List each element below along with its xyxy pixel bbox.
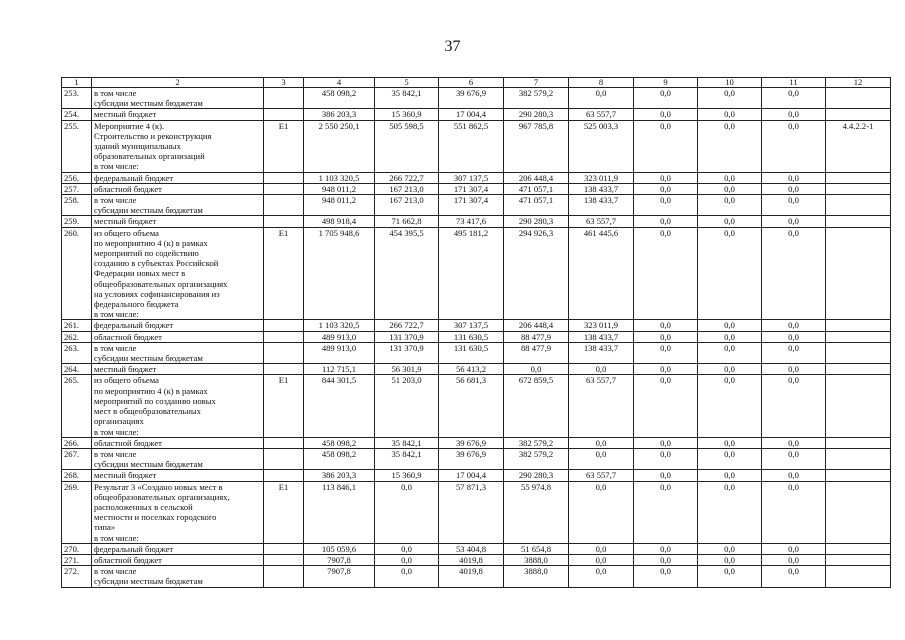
source-code [264, 331, 304, 342]
year-value: 0,0 [762, 364, 826, 375]
year-value: 0,0 [569, 448, 634, 469]
row-description: в том числе субсидии местным бюджетам [92, 88, 264, 109]
year-value: 131 370,9 [375, 331, 439, 342]
year-value: 57 871,3 [439, 481, 504, 543]
total-value: 386 203,3 [304, 470, 375, 481]
year-value: 0,0 [762, 227, 826, 320]
year-value: 71 662,8 [375, 216, 439, 227]
year-value: 15 360,9 [375, 470, 439, 481]
year-value: 0,0 [698, 437, 762, 448]
row-description: федеральный бюджет [92, 543, 264, 554]
indicator-code [826, 566, 891, 587]
row-number: 256. [62, 172, 92, 183]
indicator-code [826, 375, 891, 437]
table-body [62, 88, 891, 588]
row-number: 255. [62, 120, 92, 172]
source-code [264, 448, 304, 469]
year-value: 0,0 [762, 120, 826, 172]
year-value: 35 842,1 [375, 448, 439, 469]
budget-table [61, 77, 891, 588]
indicator-code [826, 364, 891, 375]
year-value: 0,0 [634, 554, 698, 565]
year-value: 138 433,7 [569, 331, 634, 342]
year-value: 63 557,7 [569, 109, 634, 120]
year-value: 0,0 [634, 320, 698, 331]
year-value: 131 370,9 [375, 342, 439, 363]
year-value: 0,0 [762, 470, 826, 481]
source-code [264, 172, 304, 183]
year-value: 0,0 [634, 331, 698, 342]
table-row [62, 331, 891, 342]
row-number: 269. [62, 481, 92, 543]
indicator-code: 4.4.2.2-1 [826, 120, 891, 172]
year-value: 0,0 [698, 342, 762, 363]
year-value: 53 404,8 [439, 543, 504, 554]
column-header-6: 6 [439, 78, 504, 88]
year-value: 0,0 [569, 554, 634, 565]
table-row [62, 195, 891, 216]
table-row [62, 227, 891, 320]
row-description: местный бюджет [92, 470, 264, 481]
column-header-10: 10 [698, 78, 762, 88]
total-value: 458 098,2 [304, 437, 375, 448]
row-number: 270. [62, 543, 92, 554]
row-description: в том числе субсидии местным бюджетам [92, 195, 264, 216]
year-value: 0,0 [762, 183, 826, 194]
row-description: областной бюджет [92, 554, 264, 565]
indicator-code [826, 320, 891, 331]
year-value: 323 011,9 [569, 320, 634, 331]
table-row [62, 437, 891, 448]
year-value: 0,0 [762, 320, 826, 331]
source-code [264, 216, 304, 227]
year-value: 131 630,5 [439, 342, 504, 363]
source-code: Е1 [264, 120, 304, 172]
row-number: 260. [62, 227, 92, 320]
year-value: 63 557,7 [569, 470, 634, 481]
year-value: 206 448,4 [504, 172, 569, 183]
year-value: 0,0 [634, 437, 698, 448]
row-description: в том числе субсидии местным бюджетам [92, 566, 264, 587]
table-row [62, 342, 891, 363]
indicator-code [826, 88, 891, 109]
year-value: 0,0 [634, 448, 698, 469]
table-row [62, 448, 891, 469]
year-value: 471 057,1 [504, 195, 569, 216]
table-row [62, 481, 891, 543]
year-value: 0,0 [569, 481, 634, 543]
year-value: 73 417,6 [439, 216, 504, 227]
year-value: 0,0 [762, 437, 826, 448]
column-header-1: 1 [62, 78, 92, 88]
year-value: 0,0 [698, 566, 762, 587]
table-row [62, 375, 891, 437]
source-code [264, 195, 304, 216]
total-value: 489 913,0 [304, 342, 375, 363]
year-value: 0,0 [762, 448, 826, 469]
year-value: 0,0 [698, 320, 762, 331]
year-value: 0,0 [634, 120, 698, 172]
column-header-9: 9 [634, 78, 698, 88]
total-value: 948 011,2 [304, 195, 375, 216]
indicator-code [826, 481, 891, 543]
year-value: 171 307,4 [439, 195, 504, 216]
year-value: 290 280,3 [504, 216, 569, 227]
year-value: 0,0 [762, 481, 826, 543]
year-value: 266 722,7 [375, 172, 439, 183]
year-value: 0,0 [698, 364, 762, 375]
year-value: 0,0 [634, 216, 698, 227]
row-description: в том числе субсидии местным бюджетам [92, 448, 264, 469]
source-code [264, 320, 304, 331]
total-value: 489 913,0 [304, 331, 375, 342]
year-value: 138 433,7 [569, 342, 634, 363]
year-value: 39 676,9 [439, 88, 504, 109]
year-value: 0,0 [634, 227, 698, 320]
row-description: в том числе субсидии местным бюджетам [92, 342, 264, 363]
year-value: 0,0 [762, 331, 826, 342]
year-value: 35 842,1 [375, 437, 439, 448]
total-value: 458 098,2 [304, 88, 375, 109]
total-value: 7907,8 [304, 554, 375, 565]
total-value: 1 705 948,6 [304, 227, 375, 320]
indicator-code [826, 195, 891, 216]
year-value: 167 213,0 [375, 195, 439, 216]
year-value: 495 181,2 [439, 227, 504, 320]
year-value: 0,0 [375, 554, 439, 565]
year-value: 307 137,5 [439, 320, 504, 331]
year-value: 0,0 [634, 543, 698, 554]
table-row [62, 320, 891, 331]
year-value: 0,0 [634, 481, 698, 543]
table-row [62, 543, 891, 554]
table-row [62, 183, 891, 194]
year-value: 4019,8 [439, 566, 504, 587]
year-value: 0,0 [762, 216, 826, 227]
total-value: 844 301,5 [304, 375, 375, 437]
year-value: 266 722,7 [375, 320, 439, 331]
table-row [62, 216, 891, 227]
year-value: 0,0 [698, 375, 762, 437]
source-code [264, 88, 304, 109]
year-value: 35 842,1 [375, 88, 439, 109]
year-value: 0,0 [698, 183, 762, 194]
year-value: 0,0 [698, 481, 762, 543]
row-description: областной бюджет [92, 183, 264, 194]
year-value: 138 433,7 [569, 195, 634, 216]
year-value: 0,0 [375, 481, 439, 543]
year-value: 3888,0 [504, 554, 569, 565]
year-value: 56 301,9 [375, 364, 439, 375]
year-value: 0,0 [698, 88, 762, 109]
year-value: 0,0 [634, 364, 698, 375]
year-value: 63 557,7 [569, 216, 634, 227]
row-number: 262. [62, 331, 92, 342]
column-header-8: 8 [569, 78, 634, 88]
year-value: 672 859,5 [504, 375, 569, 437]
year-value: 461 445,6 [569, 227, 634, 320]
row-description: областной бюджет [92, 331, 264, 342]
page-number: 37 [444, 38, 461, 55]
row-description: Результат 3 «Создано новых мест в общеобразовательных организациях, расположенных в сельской местности и поселках городского типа» в том числе: [92, 481, 264, 543]
year-value: 39 676,9 [439, 437, 504, 448]
year-value: 0,0 [698, 195, 762, 216]
column-header-5: 5 [375, 78, 439, 88]
table-row [62, 109, 891, 120]
year-value: 0,0 [375, 543, 439, 554]
row-number: 254. [62, 109, 92, 120]
year-value: 0,0 [698, 448, 762, 469]
year-value: 63 557,7 [569, 375, 634, 437]
source-code [264, 566, 304, 587]
table-row [62, 120, 891, 172]
row-number: 266. [62, 437, 92, 448]
year-value: 0,0 [634, 172, 698, 183]
row-number: 253. [62, 88, 92, 109]
year-value: 307 137,5 [439, 172, 504, 183]
table-row [62, 470, 891, 481]
year-value: 382 579,2 [504, 88, 569, 109]
total-value: 386 203,3 [304, 109, 375, 120]
indicator-code [826, 437, 891, 448]
year-value: 290 280,3 [504, 109, 569, 120]
year-value: 0,0 [569, 364, 634, 375]
source-code: Е1 [264, 375, 304, 437]
total-value: 105 059,6 [304, 543, 375, 554]
indicator-code [826, 331, 891, 342]
column-header-12: 12 [826, 78, 891, 88]
year-value: 0,0 [569, 543, 634, 554]
year-value: 0,0 [569, 566, 634, 587]
year-value: 88 477,9 [504, 342, 569, 363]
total-value: 7907,8 [304, 566, 375, 587]
year-value: 382 579,2 [504, 437, 569, 448]
year-value: 0,0 [762, 543, 826, 554]
year-value: 967 785,8 [504, 120, 569, 172]
total-value: 1 103 320,5 [304, 320, 375, 331]
year-value: 290 280,3 [504, 470, 569, 481]
year-value: 0,0 [698, 470, 762, 481]
indicator-code [826, 172, 891, 183]
year-value: 0,0 [762, 375, 826, 437]
year-value: 0,0 [634, 470, 698, 481]
row-description: федеральный бюджет [92, 172, 264, 183]
year-value: 51 654,8 [504, 543, 569, 554]
year-value: 0,0 [569, 88, 634, 109]
total-value: 498 918,4 [304, 216, 375, 227]
column-header-7: 7 [504, 78, 569, 88]
year-value: 0,0 [762, 566, 826, 587]
indicator-code [826, 554, 891, 565]
year-value: 0,0 [634, 183, 698, 194]
year-value: 0,0 [762, 342, 826, 363]
year-value: 0,0 [762, 172, 826, 183]
year-value: 0,0 [634, 195, 698, 216]
year-value: 17 004,4 [439, 109, 504, 120]
year-value: 17 004,4 [439, 470, 504, 481]
year-value: 525 003,3 [569, 120, 634, 172]
year-value: 0,0 [634, 342, 698, 363]
year-value: 471 057,1 [504, 183, 569, 194]
year-value: 0,0 [762, 88, 826, 109]
row-description: Мероприятие 4 (к). Строительство и реконструкция зданий муниципальных образовательных организаций в том числе: [92, 120, 264, 172]
source-code [264, 109, 304, 120]
row-description: местный бюджет [92, 109, 264, 120]
year-value: 55 974,8 [504, 481, 569, 543]
year-value: 0,0 [634, 566, 698, 587]
row-number: 264. [62, 364, 92, 375]
year-value: 0,0 [634, 88, 698, 109]
column-header-2: 2 [92, 78, 264, 88]
total-value: 948 011,2 [304, 183, 375, 194]
source-code [264, 364, 304, 375]
year-value: 15 360,9 [375, 109, 439, 120]
indicator-code [826, 216, 891, 227]
year-value: 56 413,2 [439, 364, 504, 375]
row-description: областной бюджет [92, 437, 264, 448]
column-header-11: 11 [762, 78, 826, 88]
column-header-3: 3 [264, 78, 304, 88]
indicator-code [826, 543, 891, 554]
year-value: 0,0 [504, 364, 569, 375]
row-number: 258. [62, 195, 92, 216]
table-row [62, 566, 891, 587]
table-row [62, 554, 891, 565]
row-description: из общего объема по мероприятию 4 (к) в рамках мероприятий по содействию созданию в субъектах Российской Федерации новых мест в общеобразовательных организациях на условиях софинансирования из федерального бюджета в том числе: [92, 227, 264, 320]
year-value: 0,0 [569, 437, 634, 448]
row-description: местный бюджет [92, 216, 264, 227]
total-value: 1 103 320,5 [304, 172, 375, 183]
year-value: 171 307,4 [439, 183, 504, 194]
year-value: 294 926,3 [504, 227, 569, 320]
year-value: 0,0 [375, 566, 439, 587]
year-value: 0,0 [762, 195, 826, 216]
year-value: 454 395,5 [375, 227, 439, 320]
source-code [264, 543, 304, 554]
header-row [62, 78, 891, 88]
table-row [62, 364, 891, 375]
table-row [62, 88, 891, 109]
row-number: 271. [62, 554, 92, 565]
year-value: 56 681,3 [439, 375, 504, 437]
total-value: 2 550 250,1 [304, 120, 375, 172]
row-number: 265. [62, 375, 92, 437]
year-value: 0,0 [698, 227, 762, 320]
row-number: 268. [62, 470, 92, 481]
year-value: 39 676,9 [439, 448, 504, 469]
year-value: 0,0 [762, 109, 826, 120]
indicator-code [826, 448, 891, 469]
year-value: 0,0 [698, 172, 762, 183]
row-number: 272. [62, 566, 92, 587]
source-code [264, 183, 304, 194]
source-code: Е1 [264, 227, 304, 320]
year-value: 206 448,4 [504, 320, 569, 331]
year-value: 167 213,0 [375, 183, 439, 194]
year-value: 131 630,5 [439, 331, 504, 342]
year-value: 88 477,9 [504, 331, 569, 342]
row-description: местный бюджет [92, 364, 264, 375]
year-value: 138 433,7 [569, 183, 634, 194]
year-value: 0,0 [698, 543, 762, 554]
source-code [264, 554, 304, 565]
total-value: 458 098,2 [304, 448, 375, 469]
source-code: Е1 [264, 481, 304, 543]
year-value: 0,0 [698, 120, 762, 172]
year-value: 0,0 [634, 109, 698, 120]
year-value: 0,0 [698, 331, 762, 342]
year-value: 382 579,2 [504, 448, 569, 469]
row-description: из общего объема по мероприятию 4 (к) в рамках мероприятий по созданию новых мест в общеобразовательных организациях в том числе: [92, 375, 264, 437]
year-value: 0,0 [762, 554, 826, 565]
table-row [62, 172, 891, 183]
row-number: 263. [62, 342, 92, 363]
row-number: 259. [62, 216, 92, 227]
indicator-code [826, 342, 891, 363]
indicator-code [826, 109, 891, 120]
year-value: 0,0 [634, 375, 698, 437]
indicator-code [826, 470, 891, 481]
year-value: 323 011,9 [569, 172, 634, 183]
total-value: 113 846,1 [304, 481, 375, 543]
year-value: 0,0 [698, 554, 762, 565]
indicator-code [826, 183, 891, 194]
source-code [264, 437, 304, 448]
year-value: 4019,8 [439, 554, 504, 565]
year-value: 505 598,5 [375, 120, 439, 172]
row-number: 261. [62, 320, 92, 331]
year-value: 51 203,0 [375, 375, 439, 437]
column-header-4: 4 [304, 78, 375, 88]
row-number: 267. [62, 448, 92, 469]
year-value: 0,0 [698, 109, 762, 120]
source-code [264, 470, 304, 481]
source-code [264, 342, 304, 363]
row-number: 257. [62, 183, 92, 194]
year-value: 3888,0 [504, 566, 569, 587]
indicator-code [826, 227, 891, 320]
total-value: 112 715,1 [304, 364, 375, 375]
year-value: 0,0 [698, 216, 762, 227]
year-value: 551 862,5 [439, 120, 504, 172]
row-description: федеральный бюджет [92, 320, 264, 331]
